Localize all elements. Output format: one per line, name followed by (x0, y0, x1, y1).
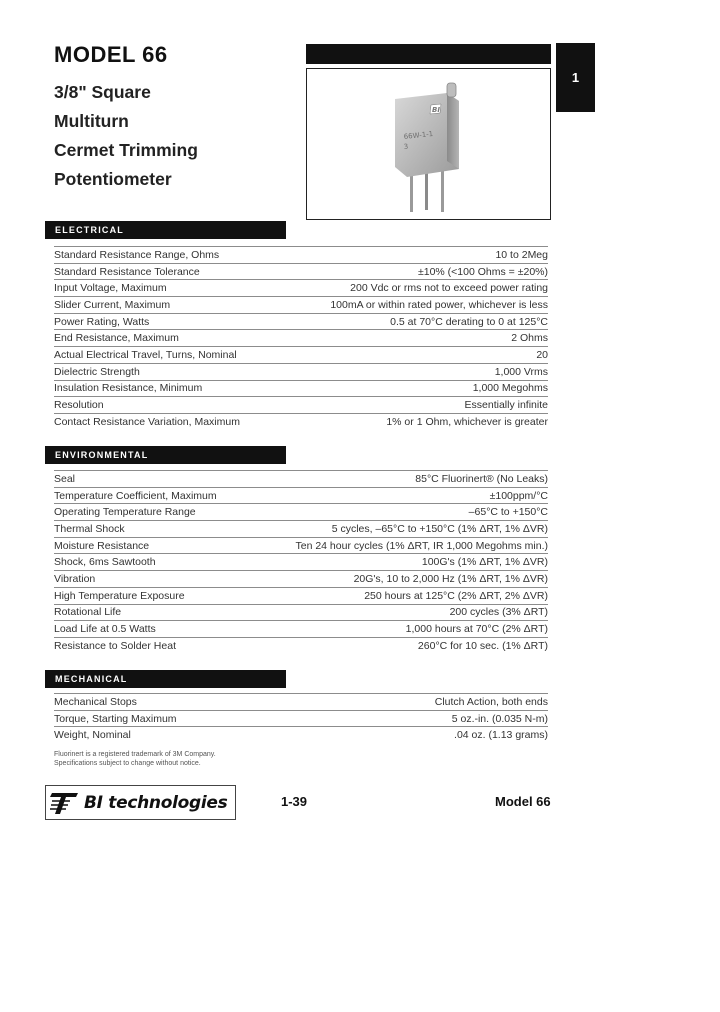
table-row (54, 537, 548, 554)
table-row (54, 397, 548, 414)
electrical-specs-table (54, 246, 548, 430)
bi-logo-icon (430, 104, 441, 114)
pot-side (447, 93, 459, 169)
spec-label: Slider Current, Maximum (54, 297, 282, 314)
spec-label: Resistance to Solder Heat (54, 637, 248, 653)
mechanical-specs-table (54, 693, 548, 743)
footer-model-label: Model 66 (495, 794, 551, 809)
spec-label: Power Rating, Watts (54, 313, 282, 330)
subtitle-line: Cermet Trimming (54, 140, 198, 160)
table-row (54, 621, 548, 638)
table-row (54, 313, 548, 330)
spec-value: 20G's, 10 to 2,000 Hz (1% ΔRT, 1% ΔVR) (248, 571, 548, 588)
table-row (54, 297, 548, 314)
table-row (54, 280, 548, 297)
spec-value: 5 oz.-in. (0.035 N-m) (311, 710, 548, 727)
table-row (54, 347, 548, 364)
table-row (54, 471, 548, 488)
environmental-section-header: ENVIRONMENTAL (45, 446, 286, 464)
spec-label: Operating Temperature Range (54, 504, 248, 521)
model-title: MODEL 66 (54, 42, 168, 67)
footnotes (54, 750, 216, 768)
spec-value: Essentially infinite (282, 397, 548, 414)
table-row (54, 263, 548, 280)
footnote-trademark: Fluorinert is a registered trademark of 3M Company. (54, 751, 216, 758)
mechanical-section-header: MECHANICAL (45, 670, 286, 688)
spec-label: Resolution (54, 397, 282, 414)
table-row (54, 710, 548, 727)
table-row (54, 504, 548, 521)
table-row (54, 487, 548, 504)
spec-value: 2 Ohms (282, 330, 548, 347)
table-row (54, 587, 548, 604)
spec-value: ±10% (<100 Ohms = ±20%) (282, 263, 548, 280)
spec-value: –65°C to +150°C (248, 504, 548, 521)
tab-number: 1 (571, 70, 580, 85)
table-row (54, 363, 548, 380)
spec-label: Weight, Nominal (54, 727, 311, 743)
part-marking: 66W-1-1 (403, 129, 434, 141)
spec-value: 85°C Fluorinert® (No Leaks) (248, 471, 548, 488)
spec-label: Dielectric Strength (54, 363, 282, 380)
table-row (54, 247, 548, 264)
spec-value: Ten 24 hour cycles (1% ΔRT, IR 1,000 Megohms min.) (248, 537, 548, 554)
spec-label: Moisture Resistance (54, 537, 248, 554)
company-logo (45, 785, 236, 820)
spec-value: 100mA or within rated power, whichever is less (282, 297, 548, 314)
spec-label: Contact Resistance Variation, Maximum (54, 413, 282, 429)
spec-value: 1,000 hours at 70°C (2% ΔRT) (248, 621, 548, 638)
table-row (54, 637, 548, 653)
spec-value: 100G's (1% ΔRT, 1% ΔVR) (248, 554, 548, 571)
table-row (54, 330, 548, 347)
spec-label: Vibration (54, 571, 248, 588)
footnote-specs-notice: Specifications subject to change without notice. (54, 760, 201, 767)
spec-label: Standard Resistance Range, Ohms (54, 247, 282, 264)
bi-technologies-logo-icon (50, 790, 80, 816)
table-row (54, 694, 548, 711)
spec-label: Load Life at 0.5 Watts (54, 621, 248, 638)
potentiometer-image (307, 69, 550, 219)
part-marking: 3 (403, 142, 409, 151)
spec-label: High Temperature Exposure (54, 587, 248, 604)
table-row (54, 571, 548, 588)
spec-value: 1,000 Vrms (282, 363, 548, 380)
page-number: 1-39 (281, 794, 308, 809)
spec-label: Temperature Coefficient, Maximum (54, 487, 248, 504)
svg-text:BI: BI (432, 106, 440, 114)
spec-value: Clutch Action, both ends (311, 694, 548, 711)
spec-value: 250 hours at 125°C (2% ΔRT, 2% ΔVR) (248, 587, 548, 604)
section-tab-marker (556, 43, 595, 112)
adjustment-screw (447, 83, 456, 97)
spec-value: ±100ppm/°C (248, 487, 548, 504)
spec-label: Thermal Shock (54, 521, 248, 538)
spec-label: Input Voltage, Maximum (54, 280, 282, 297)
subtitle-line: 3/8" Square (54, 82, 151, 102)
table-row (54, 727, 548, 743)
spec-value: 260°C for 10 sec. (1% ΔRT) (248, 637, 548, 653)
spec-label: Standard Resistance Tolerance (54, 263, 282, 280)
spec-label: Rotational Life (54, 604, 248, 621)
spec-value: 20 (282, 347, 548, 364)
environmental-specs-table (54, 470, 548, 654)
spec-value: 0.5 at 70°C derating to 0 at 125°C (282, 313, 548, 330)
subtitle-line: Multiturn (54, 111, 129, 131)
spec-label: Seal (54, 471, 248, 488)
spec-value: 1,000 Megohms (282, 380, 548, 397)
photo-header-bar (306, 44, 551, 64)
title-block (54, 42, 198, 194)
spec-label: Actual Electrical Travel, Turns, Nominal (54, 347, 282, 364)
electrical-section-header: ELECTRICAL (45, 221, 286, 239)
table-row (54, 521, 548, 538)
subtitle-line: Potentiometer (54, 169, 172, 189)
table-row (54, 380, 548, 397)
spec-label: Mechanical Stops (54, 694, 311, 711)
spec-label: Shock, 6ms Sawtooth (54, 554, 248, 571)
spec-value: 1% or 1 Ohm, whichever is greater (282, 413, 548, 429)
logo-text: BI technologies (84, 792, 228, 813)
spec-label: End Resistance, Maximum (54, 330, 282, 347)
table-row (54, 554, 548, 571)
table-row (54, 604, 548, 621)
spec-value: 5 cycles, –65°C to +150°C (1% ΔRT, 1% ΔVR) (248, 521, 548, 538)
spec-value: 200 Vdc or rms not to exceed power rating (282, 280, 548, 297)
spec-value: .04 oz. (1.13 grams) (311, 727, 548, 743)
spec-value: 10 to 2Meg (282, 247, 548, 264)
product-photo (306, 68, 551, 220)
spec-value: 200 cycles (3% ΔRT) (248, 604, 548, 621)
spec-label: Torque, Starting Maximum (54, 710, 311, 727)
spec-label: Insulation Resistance, Minimum (54, 380, 282, 397)
table-row (54, 413, 548, 429)
